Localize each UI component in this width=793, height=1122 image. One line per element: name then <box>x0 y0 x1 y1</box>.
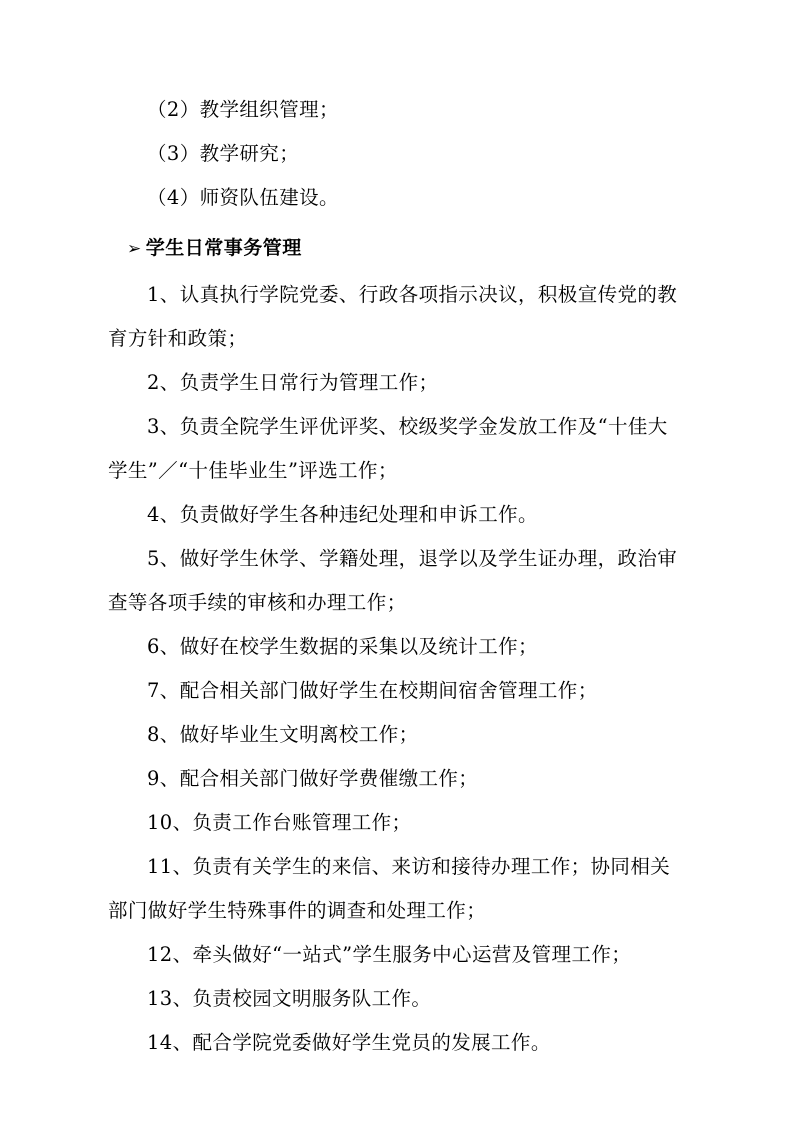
body-paragraph: 12、牵头做好“一站式”学生服务中心运营及管理工作； <box>147 943 632 966</box>
body-paragraph: 9、配合相关部门做好学费催缴工作； <box>147 767 479 790</box>
body-paragraph: 5、做好学生休学、学籍处理，退学以及学生证办理，政治审查等各项手续的审核和办理工作； <box>108 547 678 614</box>
body-paragraph: 11、负责有关学生的来信、来访和接待办理工作；协同相关部门做好学生特殊事件的调查和处理工作； <box>108 855 671 922</box>
body-paragraph: 2、负责学生日常行为管理工作； <box>147 371 439 394</box>
section-heading-text: 学生日常事务管理 <box>145 237 302 259</box>
body-paragraph: 6、做好在校学生数据的采集以及统计工作； <box>147 635 538 658</box>
body-paragraph: 1、认真执行学院党委、行政各项指示决议，积极宣传党的教育方针和政策； <box>108 283 678 350</box>
body-paragraph: 13、负责校园文明服务队工作。 <box>147 987 432 1010</box>
document-body <box>108 88 685 1065</box>
section-heading <box>108 226 685 271</box>
body-paragraph: （4）师资队伍建设。 <box>147 186 339 209</box>
body-paragraph: 3、负责全院学生评优评奖、校级奖学金发放工作及“十佳大学生”／“十佳毕业生”评选工作； <box>108 415 668 482</box>
body-paragraph: 4、负责做好学生各种违纪处理和申诉工作。 <box>147 503 538 526</box>
body-paragraph: 7、配合相关部门做好学生在校期间宿舍管理工作； <box>147 679 598 702</box>
body-paragraph: （2）教学组织管理； <box>147 98 339 121</box>
body-paragraph: 10、负责工作台账管理工作； <box>147 811 412 834</box>
body-paragraph: 8、做好毕业生文明离校工作； <box>147 723 419 746</box>
arrow-bullet-icon: ➢ <box>127 239 142 259</box>
body-paragraph: （3）教学研究； <box>147 142 300 165</box>
body-paragraph: 14、配合学院党委做好学生党员的发展工作。 <box>147 1031 551 1054</box>
